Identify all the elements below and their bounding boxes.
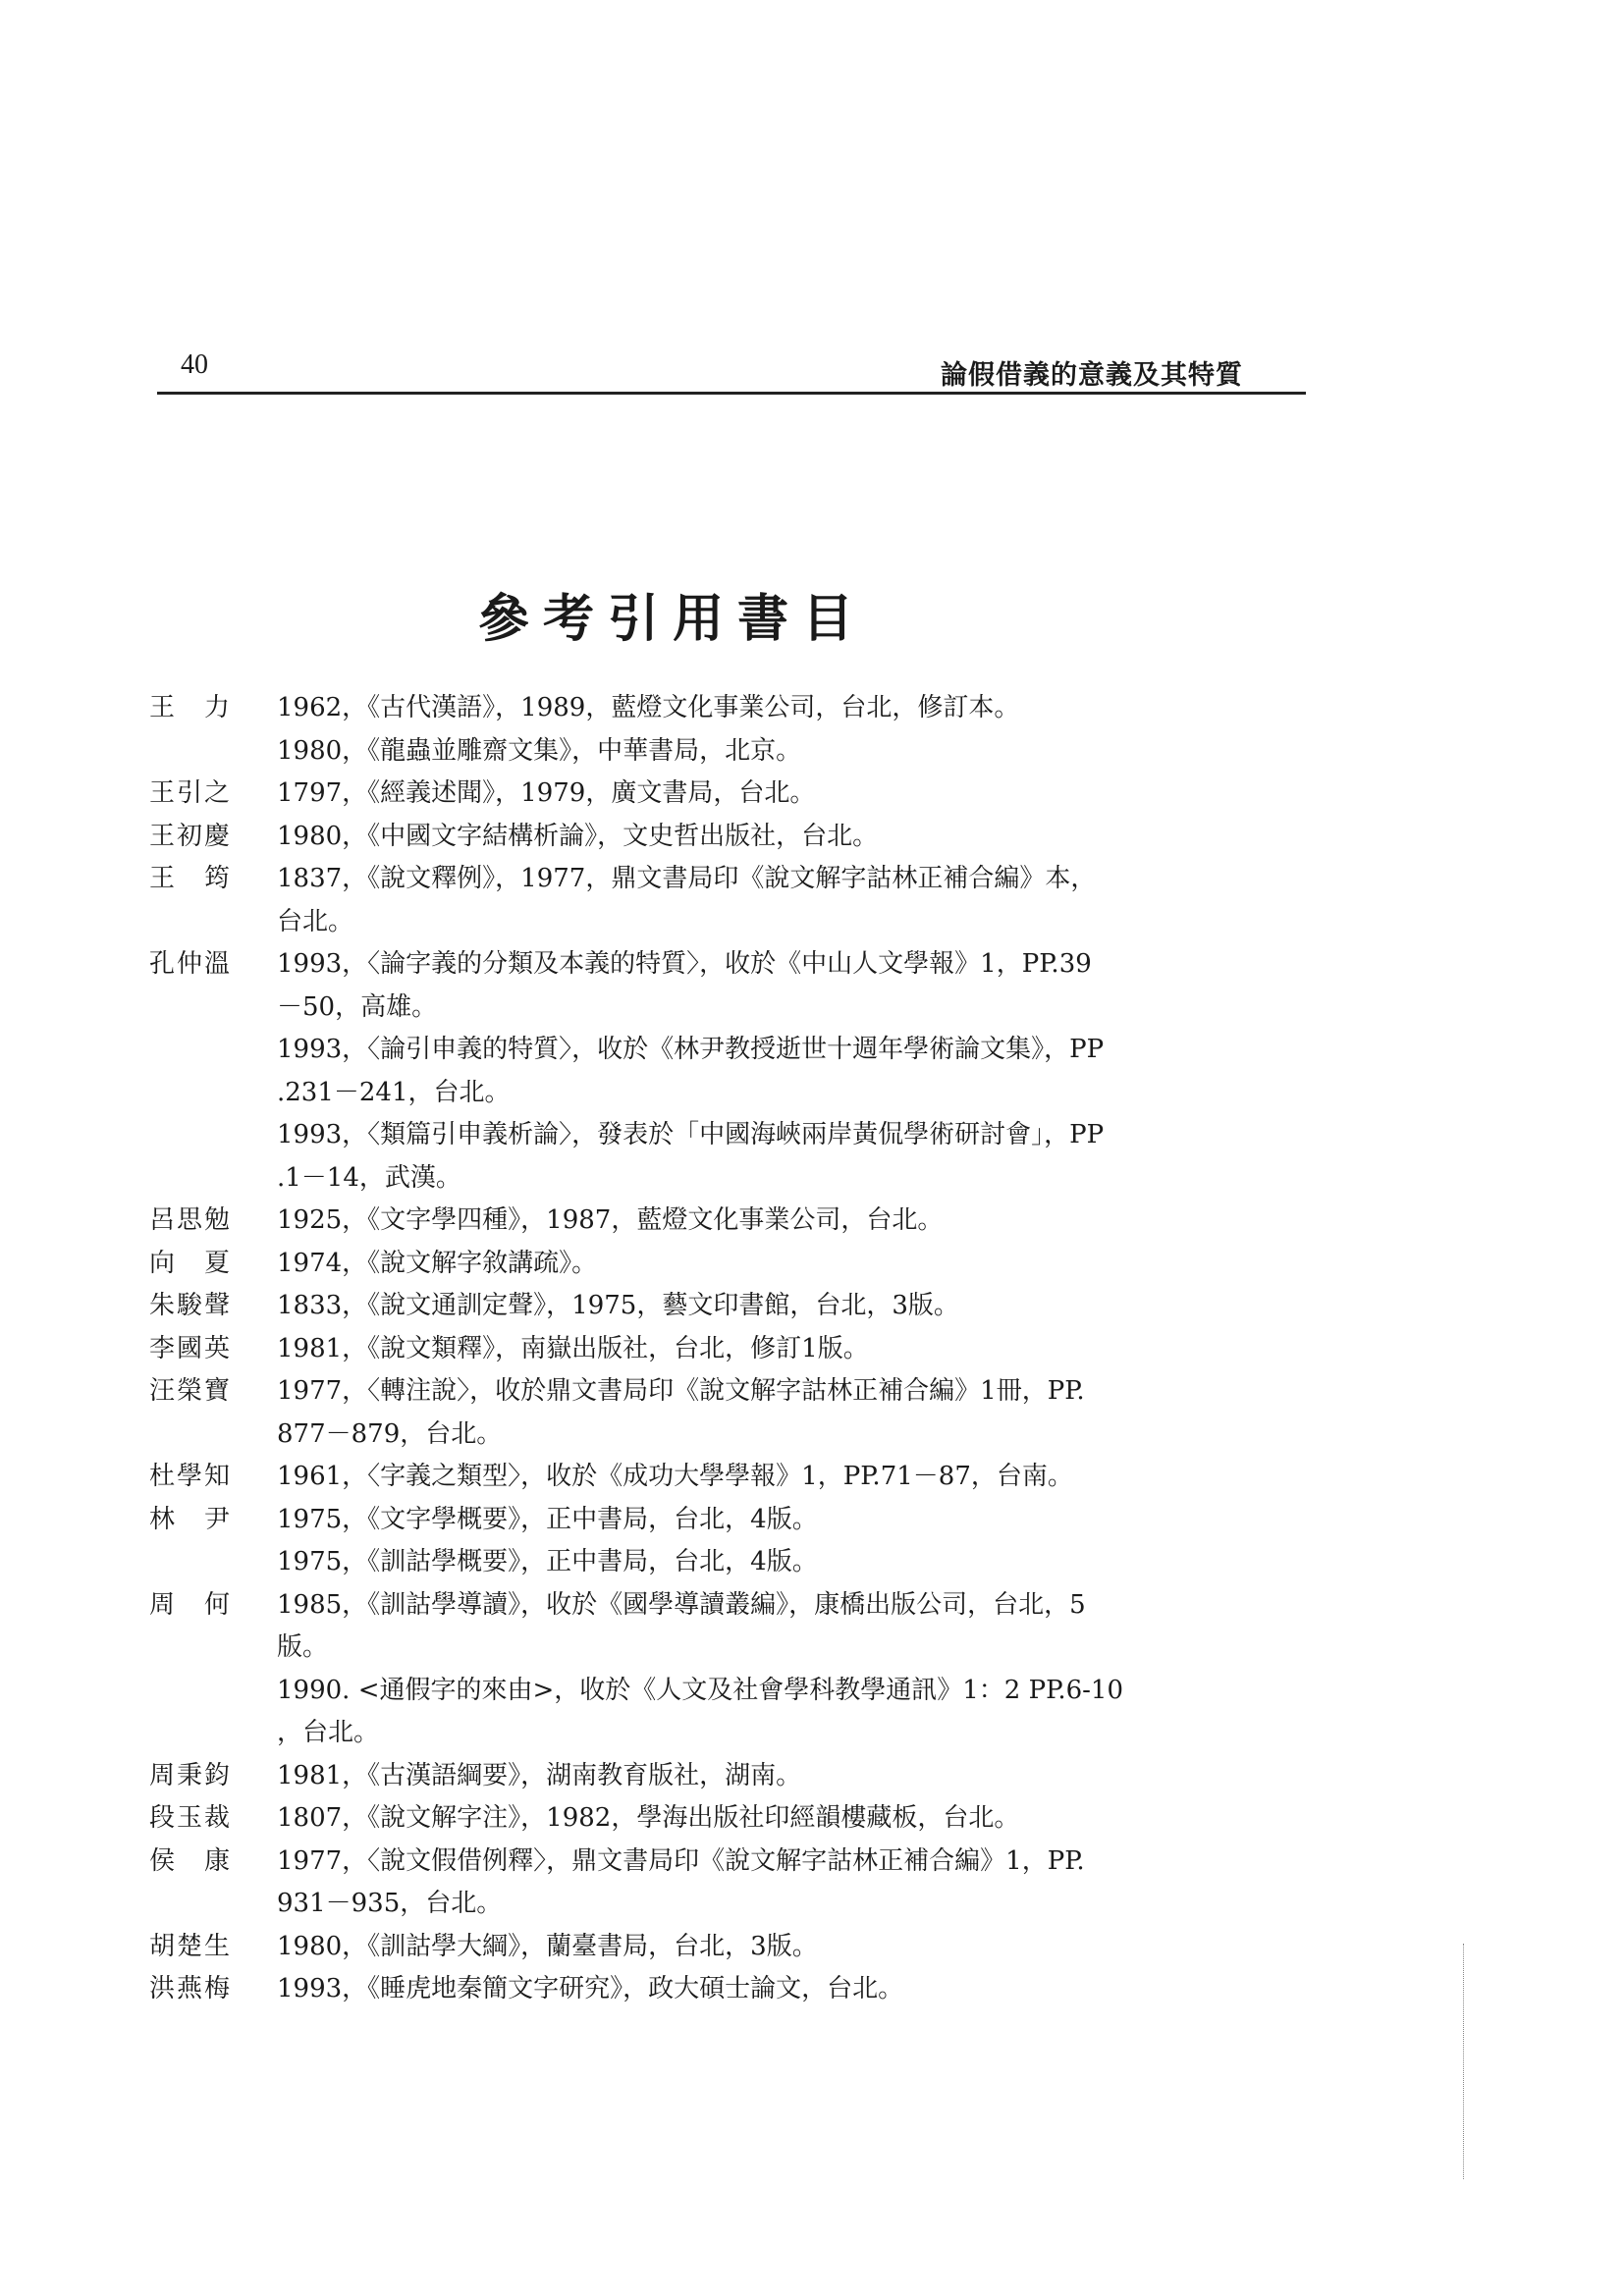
entry-author: 朱駿聲 (149, 1291, 233, 1320)
entry-work: 1980，《龍蟲並雕齋文集》，中華書局，北京。 (277, 735, 802, 766)
entry-works (277, 1755, 1278, 1798)
entry-work: 1980，《訓詁學大綱》，蘭臺書局，台北，3版。 (277, 1931, 818, 1961)
entry-work: 1975，《文字學概要》，正中書局，台北，4版。 (277, 1504, 818, 1534)
entry-work: 1974，《說文解字敘講疏》。 (277, 1248, 598, 1278)
page-number: 40 (181, 349, 208, 380)
entry-work: 1807，《說文解字注》，1982，學海出版社印經韻樓藏板，台北。 (277, 1803, 1020, 1833)
bibliography-entry (149, 1370, 1278, 1456)
entry-work: 1981，《說文類釋》，南嶽出版社，台北，修訂1版。 (277, 1333, 869, 1363)
entry-work: 1962，《古代漢語》，1989，藍燈文化事業公司，台北，修訂本。 (277, 693, 1020, 722)
bibliography-entry (149, 1243, 1278, 1286)
entry-works (277, 1584, 1278, 1755)
entry-author: 周 何 (149, 1589, 233, 1620)
entry-work: 1993，〈類篇引申義析論〉，發表於「中國海峽兩岸黃侃學術研討會」，PP .1－14，武漢。 (277, 1120, 1105, 1193)
entry-works (277, 1200, 1278, 1243)
bibliography-entry (149, 943, 1278, 1200)
entry-author: 李國英 (149, 1333, 233, 1363)
entry-works (277, 773, 1278, 816)
bibliography-entry (149, 1584, 1278, 1755)
entry-work: 1961，〈字義之類型〉，收於《成功大學學報》1，PP.71－87，台南。 (277, 1462, 1073, 1491)
bibliography-entry (149, 1797, 1278, 1841)
entry-author: 王初慶 (149, 821, 233, 851)
entry-author: 王 筠 (149, 864, 233, 893)
entry-works (277, 1285, 1278, 1328)
bibliography-entry (149, 816, 1278, 859)
entry-works (277, 1328, 1278, 1371)
bibliography-entry (149, 1456, 1278, 1499)
entry-work: 1833，《說文通訓定聲》，1975，藝文印書館，台北，3版。 (277, 1291, 959, 1320)
running-title: 論假借義的意義及其特質 (941, 360, 1243, 391)
bibliography-entry (149, 1841, 1278, 1926)
page-title: 參考引用書目 (477, 589, 867, 649)
entry-work: 1977，〈說文假借例釋〉，鼎文書局印《說文解字詁林正補合編》1，PP. 931－935，台北。 (277, 1845, 1085, 1918)
entry-work: 1981，《古漢語綱要》，湖南教育版社，湖南。 (277, 1760, 802, 1790)
entry-works (277, 1243, 1278, 1286)
entry-author: 王 力 (149, 693, 233, 722)
entry-author: 杜學知 (149, 1462, 233, 1491)
bibliography-entry (149, 773, 1278, 816)
entry-work: 1925，《文字學四種》，1987，藍燈文化事業公司，台北。 (277, 1205, 944, 1235)
entry-work: 1990. <通假字的來由>，收於《人文及社會學科教學通訊》1：2 PP.6-10 ，台北。 (277, 1675, 1124, 1747)
entry-author: 侯 康 (149, 1845, 233, 1876)
bibliography-entry (149, 687, 1278, 773)
entry-work: 1993，《睡虎地秦簡文字研究》，政大碩士論文，台北。 (277, 1974, 904, 2003)
entry-work: 1797，《經義述聞》，1979，廣文書局，台北。 (277, 778, 816, 808)
entry-works (277, 1926, 1278, 1969)
entry-work: 1837，《說文釋例》，1977，鼎文書局印《說文解字詁林正補合編》本， 台北。 (277, 864, 1097, 936)
entry-works (277, 858, 1278, 943)
entry-works (277, 1456, 1278, 1499)
bibliography-entry (149, 1285, 1278, 1328)
header-rule (157, 392, 1306, 395)
bibliography-entry (149, 1968, 1278, 2011)
entry-author: 呂思勉 (149, 1205, 233, 1235)
entry-author: 段玉裁 (149, 1803, 233, 1833)
bibliography-entry (149, 1200, 1278, 1243)
entry-works (277, 816, 1278, 859)
entry-works (277, 687, 1278, 773)
entry-works (277, 1499, 1278, 1584)
entry-author: 王引之 (149, 778, 233, 808)
entry-work: 1985，《訓詁學導讀》，收於《國學導讀叢編》，康橋出版公司，台北，5 版。 (277, 1589, 1086, 1662)
bibliography-entry (149, 1755, 1278, 1798)
entry-work: 1975，《訓詁學概要》，正中書局，台北，4版。 (277, 1547, 818, 1576)
entry-author: 周秉鈞 (149, 1760, 233, 1790)
bibliography-list (149, 687, 1278, 2011)
entry-work: 1977，〈轉注說〉，收於鼎文書局印《說文解字詁林正補合編》1冊，PP. 877－879，台北。 (277, 1376, 1085, 1449)
bibliography-entry (149, 1926, 1278, 1969)
entry-author: 胡楚生 (149, 1931, 233, 1961)
entry-works (277, 943, 1278, 1200)
entry-works (277, 1841, 1278, 1926)
entry-works (277, 1968, 1278, 2011)
entry-work: 1993，〈論引申義的特質〉，收於《林尹教授逝世十週年學術論文集》，PP .231－241，台北。 (277, 1035, 1105, 1107)
entry-work: 1980，《中國文字結構析論》，文史哲出版社，台北。 (277, 821, 879, 851)
entry-author: 孔仲溫 (149, 949, 233, 979)
bibliography-entry (149, 1499, 1278, 1584)
entry-work: 1993，〈論字義的分類及本義的特質〉，收於《中山人文學報》1，PP.39 －50，高雄。 (277, 949, 1092, 1022)
entry-author: 汪榮寶 (149, 1376, 233, 1406)
entry-author: 洪燕梅 (149, 1974, 233, 2003)
bibliography-entry (149, 858, 1278, 943)
entry-works (277, 1370, 1278, 1456)
entry-author: 向 夏 (149, 1248, 233, 1278)
bibliography-entry (149, 1328, 1278, 1371)
scan-edge-line (1463, 1944, 1465, 2179)
entry-author: 林 尹 (149, 1504, 233, 1534)
entry-works (277, 1797, 1278, 1841)
